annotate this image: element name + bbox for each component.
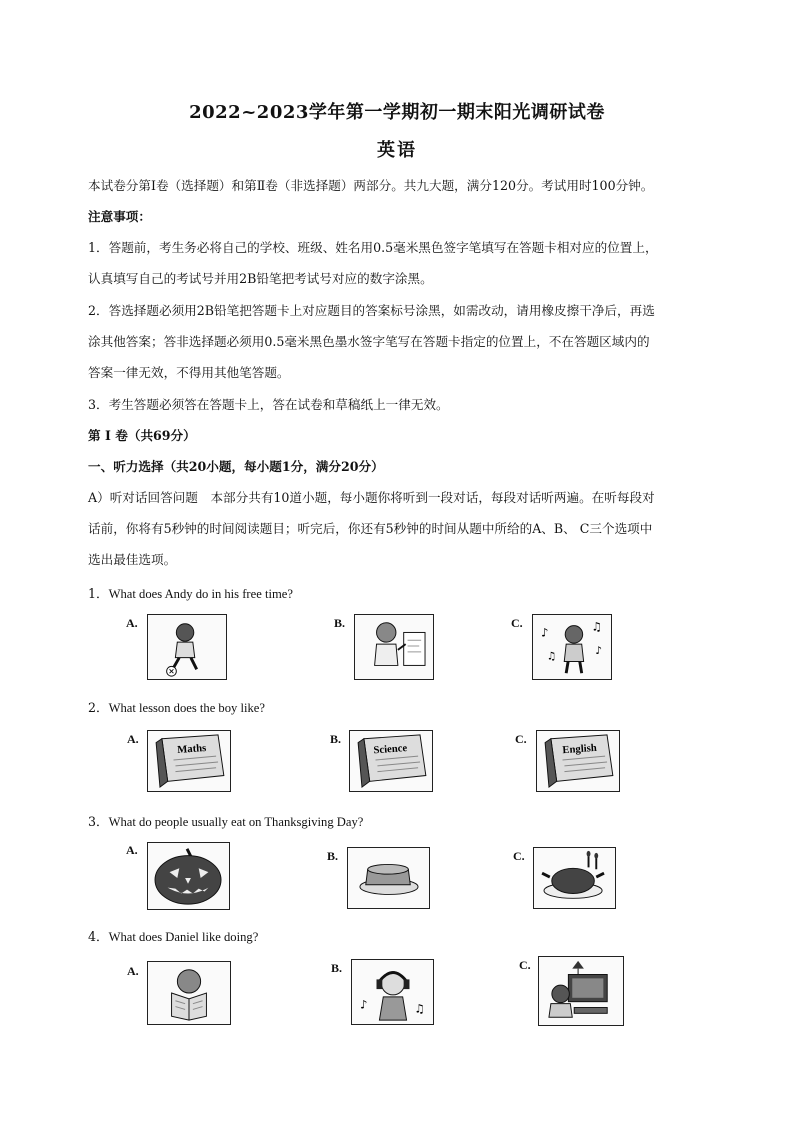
section-heading: 一、听力选择（共20小题，每小题1分，满分20分） (88, 459, 384, 474)
instruction-line-1: A）听对话回答问题 本部分共有10道小题，每小题你将听到一段对话，每段对话听两遍。在听每段对 (88, 490, 655, 505)
question-1 (88, 583, 293, 602)
question-3 (88, 811, 363, 830)
boy-reading-icon[interactable] (147, 961, 231, 1025)
note-line-4: 涂其他答案；答非选择题必须用0.5毫米黑色墨水签字笔写在答题卡指定的位置上，不在答题区域内的 (88, 334, 650, 349)
note-line-6: 3．考生答题必须答在答题卡上，答在试卷和草稿纸上一律无效。 (88, 397, 449, 412)
option-label: A. (126, 616, 138, 630)
boy-drawing-icon (355, 615, 433, 679)
question-number: 4． (88, 929, 109, 944)
maths-book-icon[interactable] (147, 730, 231, 792)
option-label: B. (330, 732, 342, 746)
svg-text:♫: ♫ (591, 619, 602, 634)
question-text: What does Daniel like doing? (108, 930, 259, 944)
boy-singing-music-icon[interactable] (532, 614, 612, 680)
book-title: English (562, 742, 598, 757)
book-title: Science (373, 743, 408, 757)
roast-turkey-icon (534, 848, 615, 908)
science-book-icon (350, 731, 432, 791)
note-line-5: 答案一律无效，不得用其他笔答题。 (88, 365, 290, 380)
svg-text:♪: ♪ (540, 625, 549, 640)
question-number: 1． (88, 586, 109, 601)
cake-icon[interactable] (347, 847, 430, 909)
intro-text: 本试卷分第Ⅰ卷（选择题）和第Ⅱ卷（非选择题）两部分。共九大题，满分120分。考试用时100分钟。 (88, 178, 654, 193)
svg-text:♫: ♫ (546, 649, 557, 663)
boy-playing-football-icon (148, 615, 226, 679)
question-4 (88, 926, 258, 945)
pumpkin-lantern-icon (148, 843, 229, 909)
notes-heading: 注意事项： (88, 209, 151, 224)
question-number: 3． (88, 814, 109, 829)
exam-subject: 英语 (377, 140, 417, 161)
svg-text:♫: ♫ (414, 1001, 425, 1016)
part1-heading: 第 Ⅰ 卷（共69分） (88, 428, 196, 443)
option-label: B. (334, 616, 346, 630)
option-label: A. (127, 732, 139, 746)
boy-using-computer-icon[interactable] (538, 956, 624, 1026)
boy-drawing-icon[interactable] (354, 614, 434, 680)
option-label: C. (519, 958, 531, 972)
svg-text:♪: ♪ (360, 997, 368, 1012)
option-label: A. (126, 843, 138, 857)
option-label: C. (513, 849, 525, 863)
question-number: 2． (88, 700, 109, 715)
option-label: C. (515, 732, 527, 746)
boy-singing-music-icon (533, 615, 611, 679)
note-line-3: 2．答选择题必须用2B铅笔把答题卡上对应题目的答案标号涂黑，如需改动，请用橡皮擦干净后，再选 (88, 303, 655, 318)
english-book-icon (537, 731, 619, 791)
svg-text:♪: ♪ (595, 643, 603, 657)
question-text: What lesson does the boy like? (108, 701, 265, 715)
note-line-2: 认真填写自己的考试号并用2B铅笔把考试号对应的数字涂黑。 (88, 271, 433, 286)
question-text: What does Andy do in his free time? (108, 587, 293, 601)
science-book-icon[interactable] (349, 730, 433, 792)
english-book-icon[interactable] (536, 730, 620, 792)
pumpkin-lantern-icon[interactable] (147, 842, 230, 910)
question-2 (88, 697, 265, 716)
maths-book-icon (148, 731, 230, 791)
option-label: A. (127, 964, 139, 978)
instruction-line-2: 话前，你将有5秒钟的时间阅读题目；听完后，你还有5秒钟的时间从题中所给的A、B、 C三个选项中 (88, 521, 653, 536)
book-title: Maths (176, 742, 207, 756)
instruction-line-3: 选出最佳选项。 (88, 552, 177, 567)
question-text: What do people usually eat on Thanksgiving Day? (108, 815, 364, 829)
option-label: B. (331, 961, 343, 975)
boy-reading-icon (148, 962, 230, 1024)
option-label: C. (511, 616, 523, 630)
boy-using-computer-icon (539, 957, 623, 1025)
roast-turkey-icon[interactable] (533, 847, 616, 909)
girl-listening-music-icon (352, 960, 433, 1024)
boy-playing-football-icon[interactable] (147, 614, 227, 680)
note-line-1: 1．答题前，考生务必将自己的学校、班级、姓名用0.5毫米黑色签字笔填写在答题卡相对应的位置上， (88, 240, 658, 255)
option-label: B. (327, 849, 339, 863)
cake-icon (348, 848, 429, 908)
exam-title: 2022~2023学年第一学期初一期末阳光调研试卷 (189, 102, 605, 123)
girl-listening-music-icon[interactable] (351, 959, 434, 1025)
